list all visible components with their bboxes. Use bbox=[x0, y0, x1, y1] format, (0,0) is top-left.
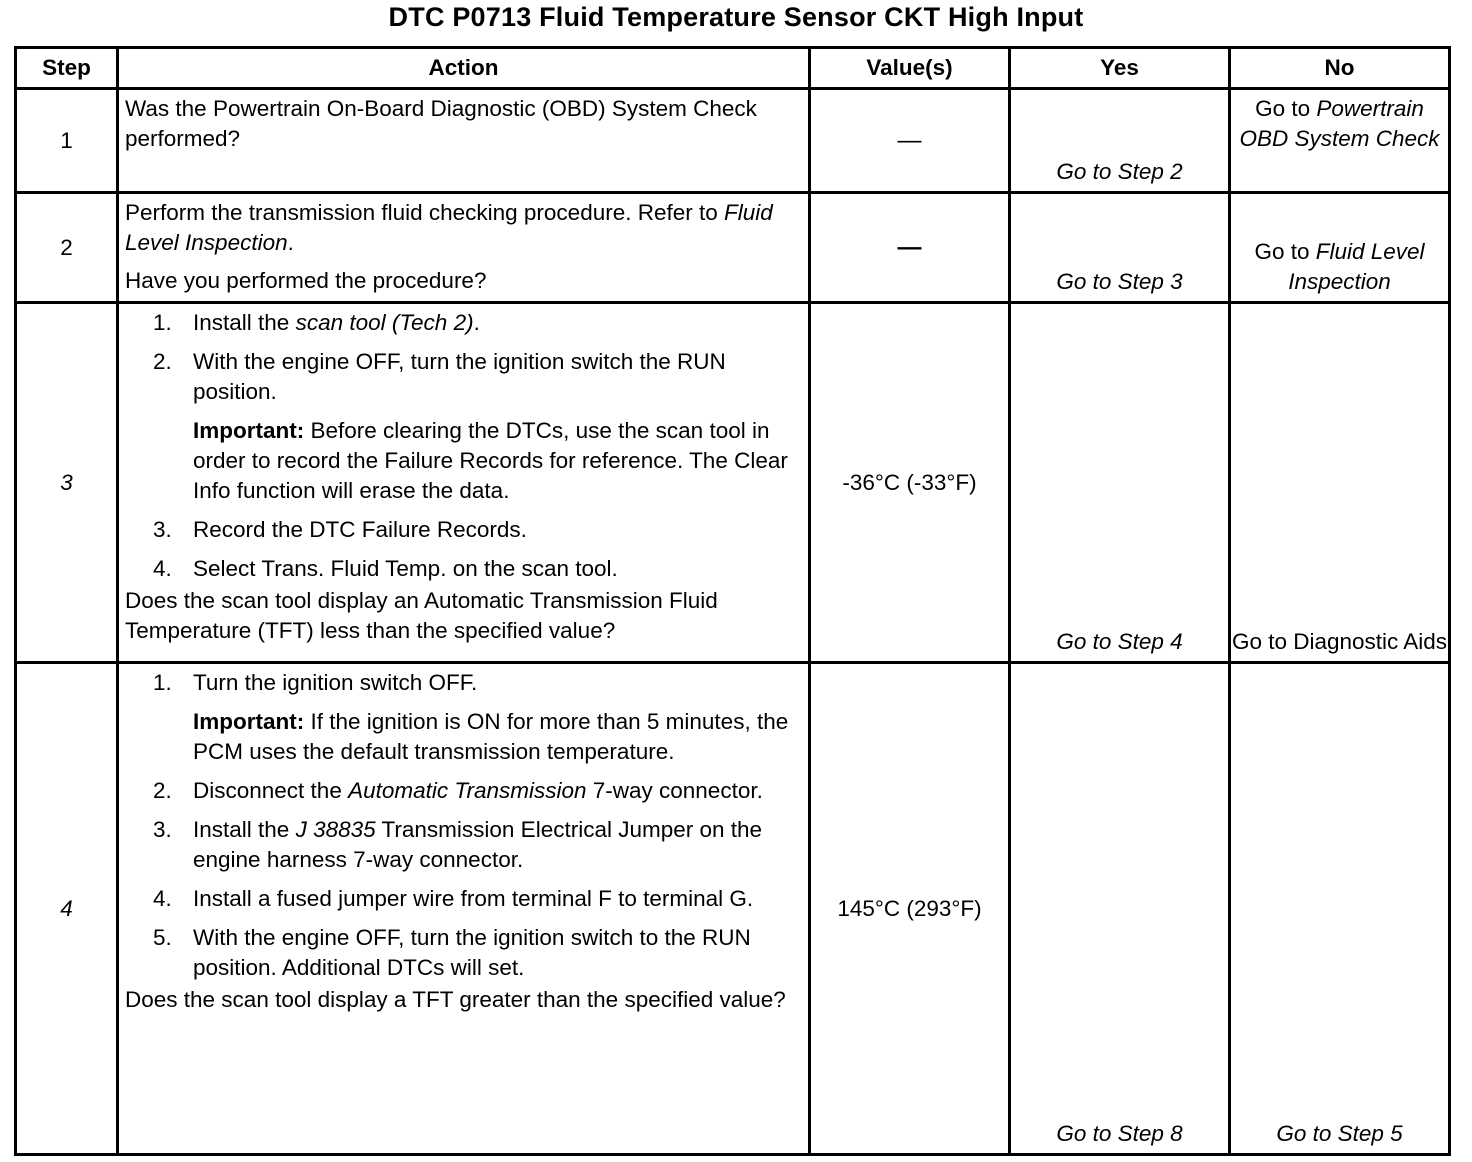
list-item bbox=[125, 347, 804, 407]
no-cell bbox=[1230, 89, 1450, 193]
item-number: 4. bbox=[153, 556, 172, 581]
item-number: 3. bbox=[153, 817, 172, 842]
header-action: Action bbox=[118, 48, 810, 89]
list-item bbox=[125, 923, 804, 983]
no-link-text: Powertrain OBD System Check bbox=[1239, 96, 1440, 151]
header-yes: Yes bbox=[1010, 48, 1230, 89]
list-item bbox=[125, 776, 804, 806]
step-number: 1 bbox=[16, 89, 118, 193]
no-prefix: Go to bbox=[1254, 239, 1316, 264]
action-cell bbox=[118, 303, 810, 663]
important-note bbox=[125, 707, 804, 767]
list-item bbox=[125, 515, 804, 545]
action-steps bbox=[125, 515, 804, 584]
header-values: Value(s) bbox=[810, 48, 1010, 89]
table-row bbox=[16, 89, 1450, 193]
list-item bbox=[125, 884, 804, 914]
value-text: — bbox=[897, 233, 922, 261]
item-text: Install the bbox=[193, 817, 296, 842]
item-number: 4. bbox=[153, 886, 172, 911]
no-prefix: Go to bbox=[1255, 96, 1317, 121]
table-row bbox=[16, 193, 1450, 303]
action-instruction bbox=[125, 198, 804, 258]
item-text: Install a fused jumper wire from terminal F to terminal G. bbox=[193, 886, 754, 911]
item-reference: J 38835 bbox=[295, 817, 376, 842]
item-text: Disconnect the bbox=[193, 778, 349, 803]
action-cell bbox=[118, 193, 810, 303]
item-number: 1. bbox=[153, 670, 172, 695]
value-cell: 145°C (293°F) bbox=[810, 663, 1010, 1155]
action-steps bbox=[125, 668, 804, 698]
item-text: Record the DTC Failure Records. bbox=[193, 517, 527, 542]
important-label: Important: bbox=[193, 709, 305, 734]
table-header-row bbox=[16, 48, 1450, 89]
important-text: If the ignition is ON for more than 5 minutes, the PCM uses the default transmission temperature. bbox=[193, 709, 789, 764]
table-row bbox=[16, 303, 1450, 663]
item-text: Install the bbox=[193, 310, 296, 335]
no-cell bbox=[1230, 193, 1450, 303]
action-question: Does the scan tool display a TFT greater than the specified value? bbox=[125, 987, 786, 1012]
step-number: 4 bbox=[16, 663, 118, 1155]
action-cell bbox=[118, 89, 810, 193]
instruction-suffix: . bbox=[287, 230, 294, 255]
item-number: 2. bbox=[153, 349, 172, 374]
item-number: 5. bbox=[153, 925, 172, 950]
no-link-text: Fluid Level Inspection bbox=[1288, 239, 1425, 294]
item-text: With the engine OFF, turn the ignition switch to the RUN position. Additional DTCs will set. bbox=[193, 925, 751, 980]
instruction-text: Perform the transmission fluid checking procedure. Refer to bbox=[125, 200, 725, 225]
action-question: Have you performed the procedure? bbox=[125, 268, 487, 293]
item-number: 3. bbox=[153, 517, 172, 542]
diagnostic-table bbox=[14, 46, 1451, 1156]
action-steps bbox=[125, 776, 804, 983]
item-number: 1. bbox=[153, 310, 172, 335]
list-item bbox=[125, 815, 804, 875]
item-reference: Automatic Transmission bbox=[348, 778, 587, 803]
action-cell bbox=[118, 663, 810, 1155]
yes-cell: Go to Step 2 bbox=[1010, 89, 1230, 193]
value-cell bbox=[810, 193, 1010, 303]
important-text: Before clearing the DTCs, use the scan tool in order to record the Failure Records for reference. The Clear Info function will erase the data. bbox=[193, 418, 788, 503]
no-cell: Go to Diagnostic Aids bbox=[1230, 303, 1450, 663]
no-cell: Go to Step 5 bbox=[1230, 663, 1450, 1155]
item-reference: scan tool (Tech 2) bbox=[295, 310, 474, 335]
list-item bbox=[125, 668, 804, 698]
step-number: 3 bbox=[16, 303, 118, 663]
instruction-reference: Fluid Level Inspection bbox=[125, 200, 773, 255]
yes-cell: Go to Step 8 bbox=[1010, 663, 1230, 1155]
item-suffix: 7-way connector. bbox=[586, 778, 763, 803]
yes-cell: Go to Step 3 bbox=[1010, 193, 1230, 303]
yes-cell: Go to Step 4 bbox=[1010, 303, 1230, 663]
header-no: No bbox=[1230, 48, 1450, 89]
list-item bbox=[125, 308, 804, 338]
value-text: — bbox=[897, 126, 922, 154]
important-label: Important: bbox=[193, 418, 305, 443]
item-number: 2. bbox=[153, 778, 172, 803]
action-question: Does the scan tool display an Automatic Transmission Fluid Temperature (TFT) less than the specified value? bbox=[125, 588, 718, 643]
item-suffix: Transmission Electrical Jumper on the engine harness 7-way connector. bbox=[193, 817, 763, 872]
header-step: Step bbox=[16, 48, 118, 89]
list-item bbox=[125, 554, 804, 584]
value-cell: -36°C (-33°F) bbox=[810, 303, 1010, 663]
action-steps bbox=[125, 308, 804, 407]
step-number: 2 bbox=[16, 193, 118, 303]
important-note bbox=[125, 416, 804, 506]
item-text: Turn the ignition switch OFF. bbox=[193, 670, 478, 695]
value-cell bbox=[810, 89, 1010, 193]
item-text: Select Trans. Fluid Temp. on the scan tool. bbox=[193, 556, 618, 581]
page-title: DTC P0713 Fluid Temperature Sensor CKT High Input bbox=[388, 2, 1084, 32]
item-suffix: . bbox=[473, 310, 480, 335]
item-text: With the engine OFF, turn the ignition switch the RUN position. bbox=[193, 349, 726, 404]
table-row bbox=[16, 663, 1450, 1155]
action-question: Was the Powertrain On-Board Diagnostic (OBD) System Check performed? bbox=[125, 96, 757, 151]
